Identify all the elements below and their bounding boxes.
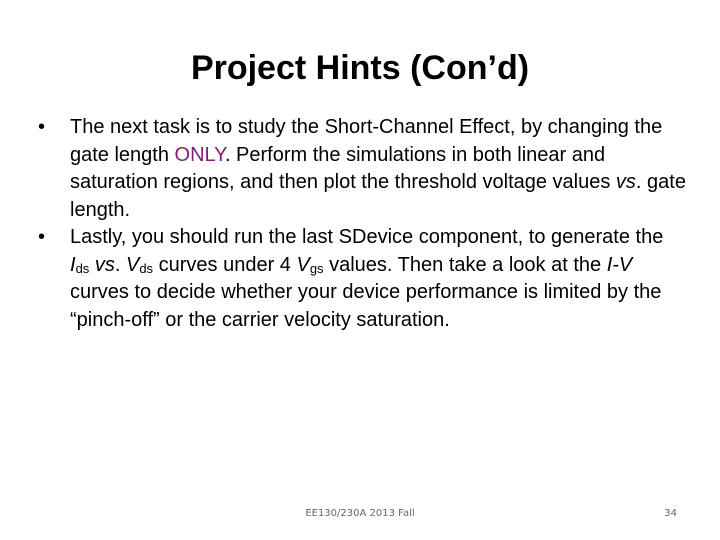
bullet-2-text-b: . xyxy=(114,253,126,276)
bullet-2-I: I xyxy=(70,253,76,276)
bullet-1-vs: vs xyxy=(615,171,636,193)
slide-title: Project Hints (Con’d) xyxy=(190,49,530,87)
bullet-2-vs: vs xyxy=(94,253,115,276)
bullet-2-gs-sub: gs xyxy=(309,260,324,276)
bullet-1-text-b: . Perform the simulations in both linear and saturation regions, and then plot the threshold voltage values xyxy=(70,143,616,193)
bullet-item-2 xyxy=(38,224,688,334)
bullet-marker: • xyxy=(38,226,46,248)
bullet-list xyxy=(38,114,688,334)
footer-course: EE130/230A 2013 Fall xyxy=(305,508,415,519)
bullet-2-V-gs: V xyxy=(296,253,310,276)
bullet-1-text-a: The next task is to study the Short-Channel Effect, by changing the gate length xyxy=(70,116,663,166)
bullet-2-IV: I-V xyxy=(606,253,633,276)
bullet-1-highlight: ONLY xyxy=(174,143,225,166)
bullet-2-text-e: curves to decide whether your device performance is limited by the “pinch-off” or the carrier velocity saturation. xyxy=(70,281,662,331)
footer-page-number: 34 xyxy=(664,508,677,519)
bullet-2-text-a: Lastly, you should run the last SDevice component, to generate the xyxy=(70,226,664,248)
bullet-item-1 xyxy=(38,114,688,224)
bullet-2-ds-sub-2: ds xyxy=(139,260,154,276)
bullet-2-text-d: values. Then take a look at the xyxy=(323,253,607,276)
bullet-1-text-c: . gate length. xyxy=(70,171,686,221)
bullet-2-ds-sub-1: ds xyxy=(75,260,90,276)
bullet-marker: • xyxy=(38,116,46,138)
bullet-2-text-c: curves under 4 xyxy=(153,253,297,276)
bullet-2-V: V xyxy=(125,253,140,276)
